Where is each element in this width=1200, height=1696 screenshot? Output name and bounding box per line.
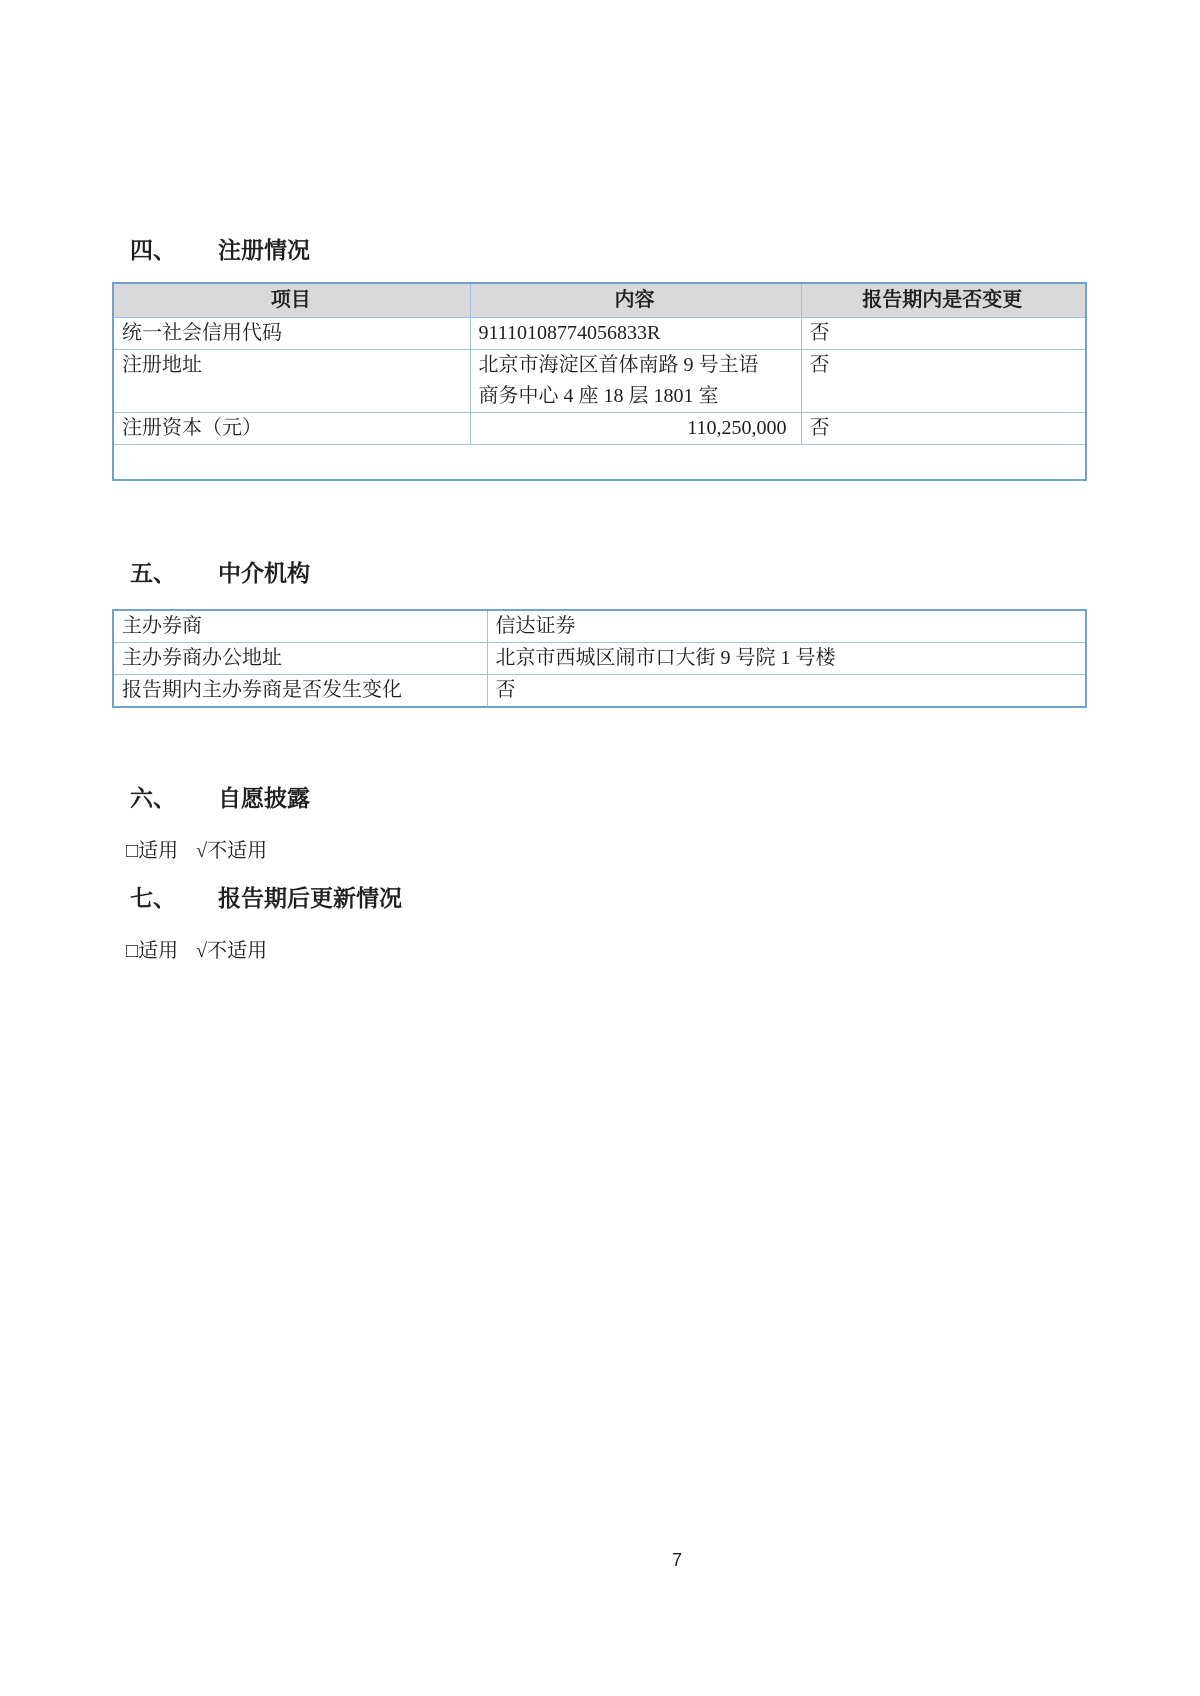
cell-content: 北京市海淀区首体南路 9 号主语商务中心 4 座 18 层 1801 室	[470, 349, 801, 412]
section-number: 四、	[130, 238, 176, 263]
cell-value: 信达证券	[487, 610, 1086, 643]
cell-label: 主办券商	[113, 610, 487, 643]
cell-changed: 否	[801, 412, 1086, 444]
section-title: 注册情况	[218, 238, 310, 263]
section-heading-post-period-update	[112, 884, 1085, 914]
cell-label: 主办券商办公地址	[113, 643, 487, 675]
option-not-applicable	[196, 936, 267, 966]
checkbox-unchecked-icon: □	[126, 840, 139, 862]
section-heading-registration	[112, 236, 1085, 266]
table-row	[113, 643, 1086, 675]
applicability-line	[112, 936, 1085, 966]
cell-item: 统一社会信用代码	[113, 317, 470, 349]
cell-changed: 否	[801, 349, 1086, 412]
table-row	[113, 412, 1086, 444]
option-label: 适用	[138, 940, 179, 962]
empty-cell	[113, 444, 1086, 480]
option-applicable	[126, 936, 178, 966]
section-number: 七、	[130, 886, 176, 911]
section-title: 中介机构	[218, 561, 310, 586]
table-row	[113, 317, 1086, 349]
table-row	[113, 675, 1086, 708]
page-number: 7	[672, 1550, 683, 1570]
option-label: 不适用	[207, 940, 268, 962]
header-cell-changed: 报告期内是否变更	[801, 283, 1086, 317]
intermediary-table	[112, 609, 1087, 708]
section-number: 五、	[130, 561, 176, 586]
cell-content: 110,250,000	[470, 412, 801, 444]
table-row-empty	[113, 444, 1086, 480]
table-row	[113, 349, 1086, 412]
checkbox-unchecked-icon: □	[126, 940, 139, 962]
section-heading-intermediary	[112, 559, 1085, 589]
option-label: 不适用	[207, 840, 268, 862]
registration-table	[112, 282, 1087, 481]
cell-value: 北京市西城区闹市口大街 9 号院 1 号楼	[487, 643, 1086, 675]
check-mark-icon: √	[196, 940, 208, 962]
option-label: 适用	[138, 840, 179, 862]
cell-item: 注册地址	[113, 349, 470, 412]
cell-changed: 否	[801, 317, 1086, 349]
header-cell-item: 项目	[113, 283, 470, 317]
registration-table-header-row	[113, 283, 1086, 317]
option-applicable	[126, 836, 178, 866]
option-not-applicable	[196, 836, 267, 866]
check-mark-icon: √	[196, 840, 208, 862]
cell-content: 91110108774056833R	[470, 317, 801, 349]
cell-label: 报告期内主办券商是否发生变化	[113, 675, 487, 708]
section-title: 报告期后更新情况	[218, 886, 402, 911]
applicability-line	[112, 836, 1085, 866]
cell-item: 注册资本（元）	[113, 412, 470, 444]
header-cell-content: 内容	[470, 283, 801, 317]
page-content	[0, 236, 1200, 966]
cell-value: 否	[487, 675, 1086, 708]
table-row	[113, 610, 1086, 643]
section-title: 自愿披露	[218, 786, 310, 811]
section-heading-voluntary-disclosure	[112, 784, 1085, 814]
section-number: 六、	[130, 786, 176, 811]
